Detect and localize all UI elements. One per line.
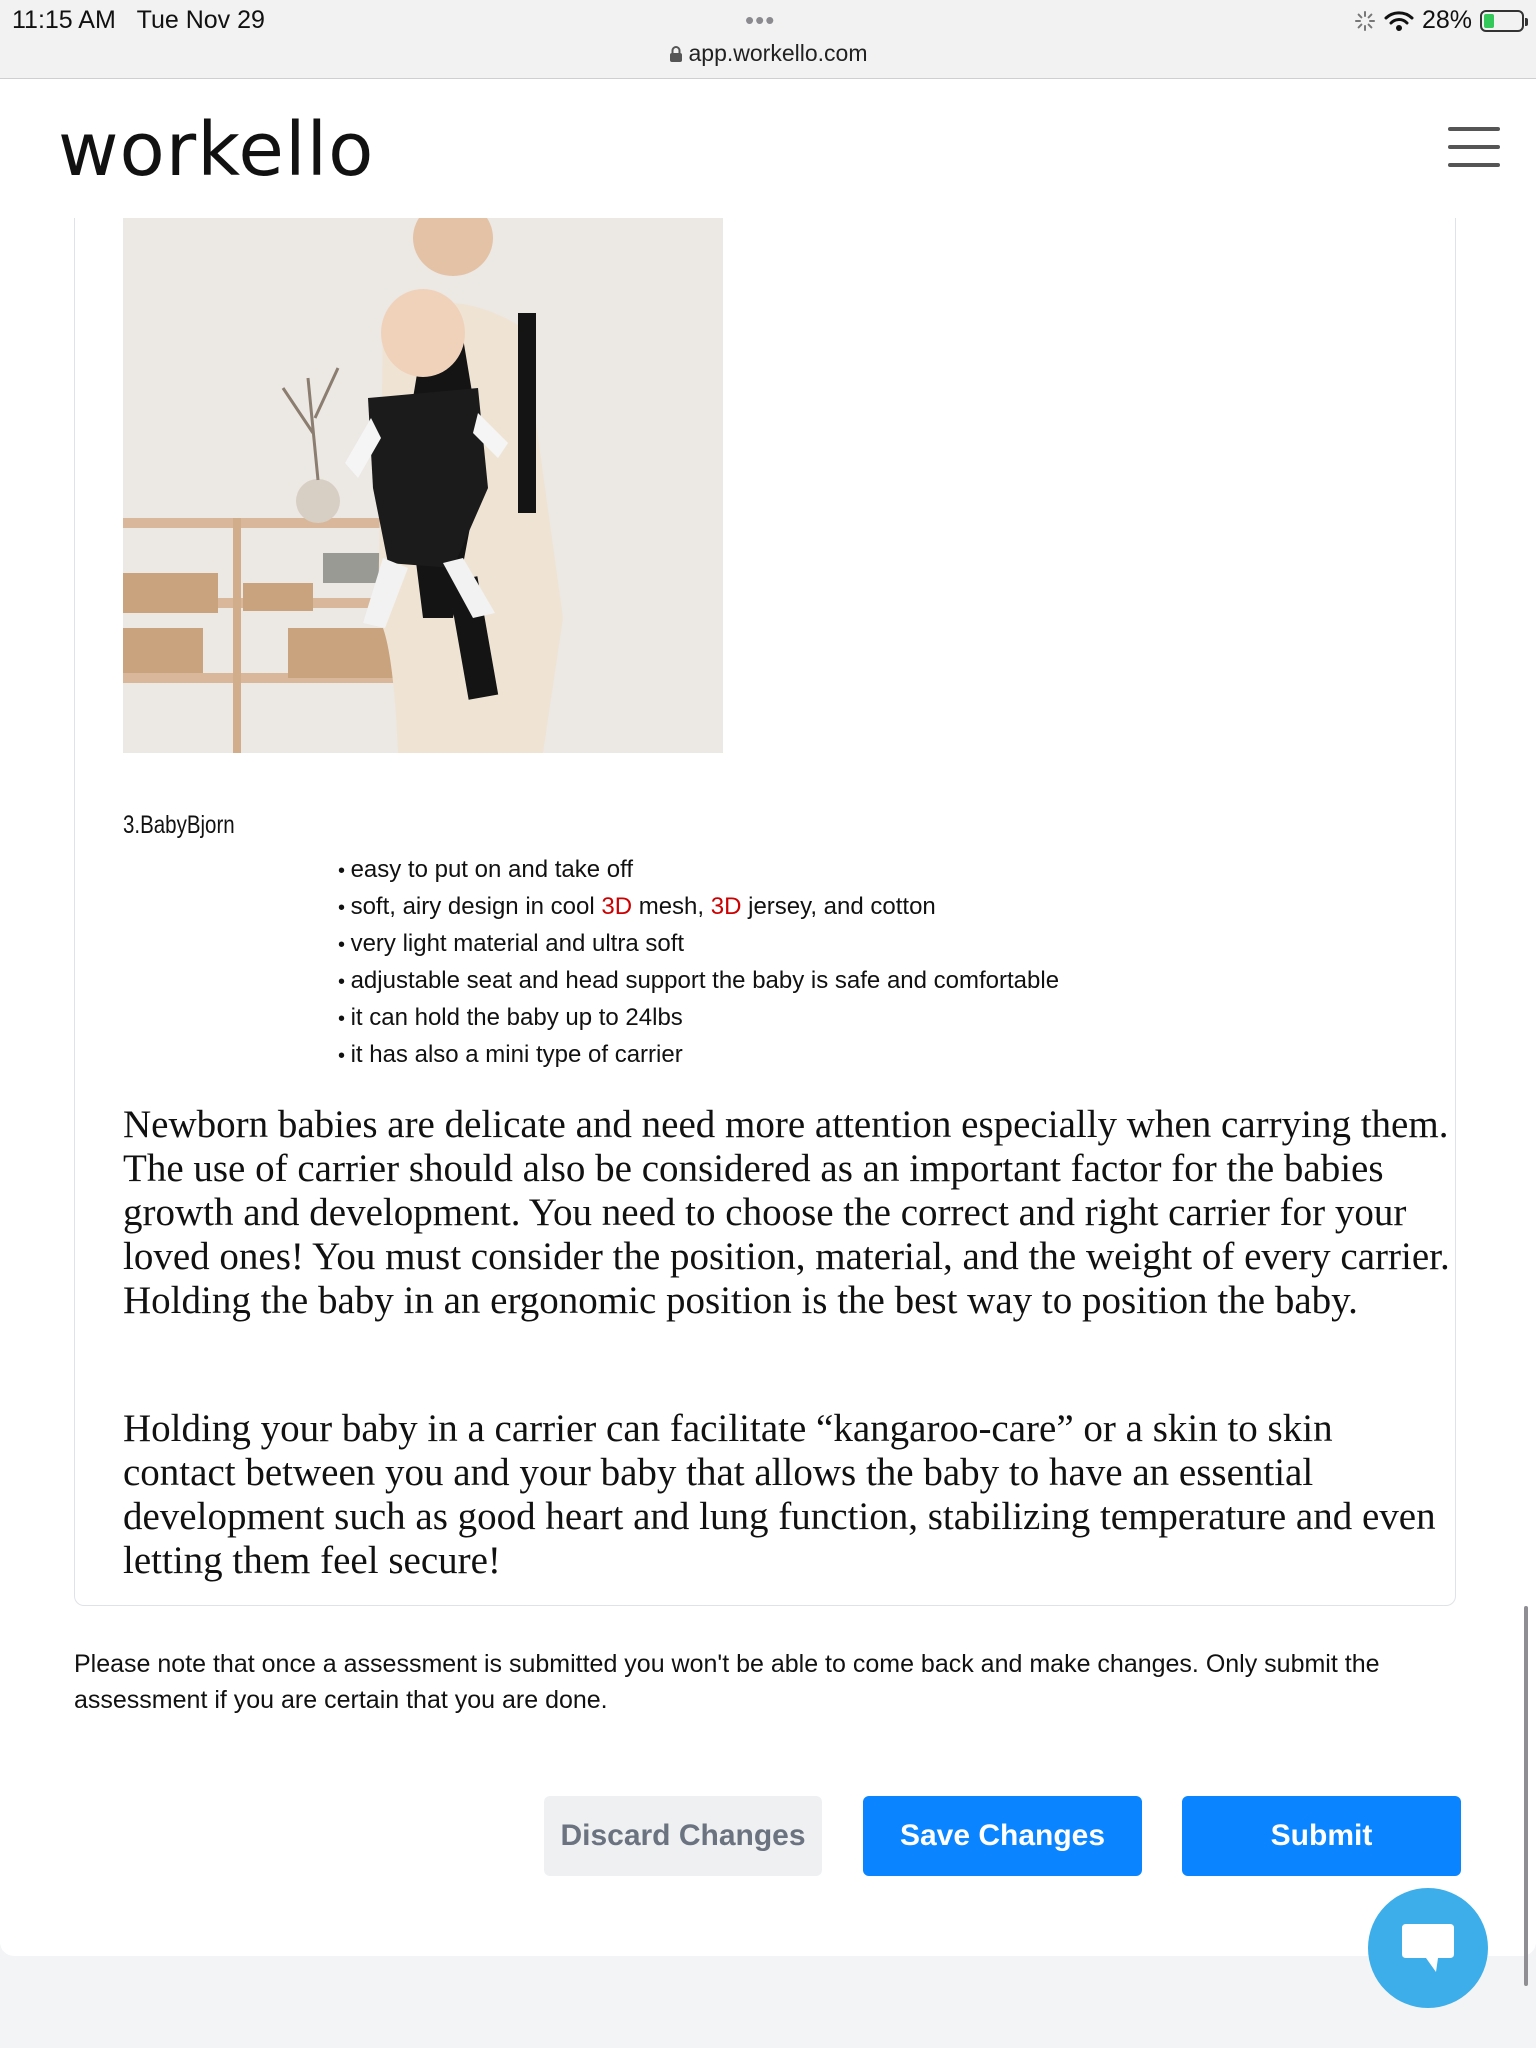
battery-icon [1480,10,1524,32]
url-text: app.workello.com [688,40,868,66]
battery-percent: 28% [1421,6,1472,34]
submit-button[interactable]: Submit [1182,1796,1461,1876]
discard-changes-button[interactable]: Discard Changes [544,1796,822,1876]
hamburger-menu-icon[interactable] [1448,127,1500,167]
baby-carrier-illustration [123,218,723,753]
status-right [1354,6,1524,35]
status-time: 11:15 AM Tue Nov 29 [12,6,265,34]
save-changes-button[interactable]: Save Changes [863,1796,1142,1876]
list-item: • easy to put on and take off [338,852,1059,889]
status-bar [0,0,1536,79]
wifi-icon [1384,10,1414,32]
paragraph-newborn-care: Newborn babies are delicate and need more attention especially when carrying them. The use of carrier should also be considered as an important factor for the babies growth and development. You need to choose the correct and right carrier for your loved ones! You must consider the position, material, and the weight of every carrier. Holding the baby in an ergonomic position is the best way to position the baby. [123,1103,1450,1322]
chat-widget-button[interactable] [1368,1888,1488,2008]
assessment-page [0,218,1536,1956]
assessment-content-card [74,218,1456,1606]
list-item: • very light material and ultra soft [338,926,1059,963]
item-title: 3.BabyBjorn [123,811,235,839]
chat-bubble-icon [1398,1920,1458,1976]
address-bar[interactable] [0,40,1536,67]
feature-list [338,852,1059,1074]
submission-notice: Please note that once a assessment is submitted you won't be able to come back and make changes. Only submit the assessment if you are certain that you are done. [74,1650,1380,1714]
list-item: • adjustable seat and head support the baby is safe and comfortable [338,963,1059,1000]
app-header [0,79,1536,219]
status-date: Tue Nov 29 [136,6,265,34]
list-item: • it can hold the baby up to 24lbs [338,1000,1059,1037]
list-item: • soft, airy design in cool 3D mesh, 3D jersey, and cotton [338,889,1059,926]
workello-logo[interactable]: workello [58,107,375,193]
loading-spinner-icon [1354,10,1376,32]
multitasking-dots[interactable]: ••• [745,5,776,35]
page-scrollbar[interactable] [1524,1606,1528,1986]
paragraph-kangaroo-care: Holding your baby in a carrier can facilitate “kangaroo-care” or a skin to skin contact between you and your baby that allows the baby to have an essential development such as good heart and lung function, stabilizing temperature and even letting them feel secure! [123,1407,1436,1582]
list-item: • it has also a mini type of carrier [338,1037,1059,1074]
baby-carrier-photo [123,218,723,753]
lock-icon [669,45,683,63]
